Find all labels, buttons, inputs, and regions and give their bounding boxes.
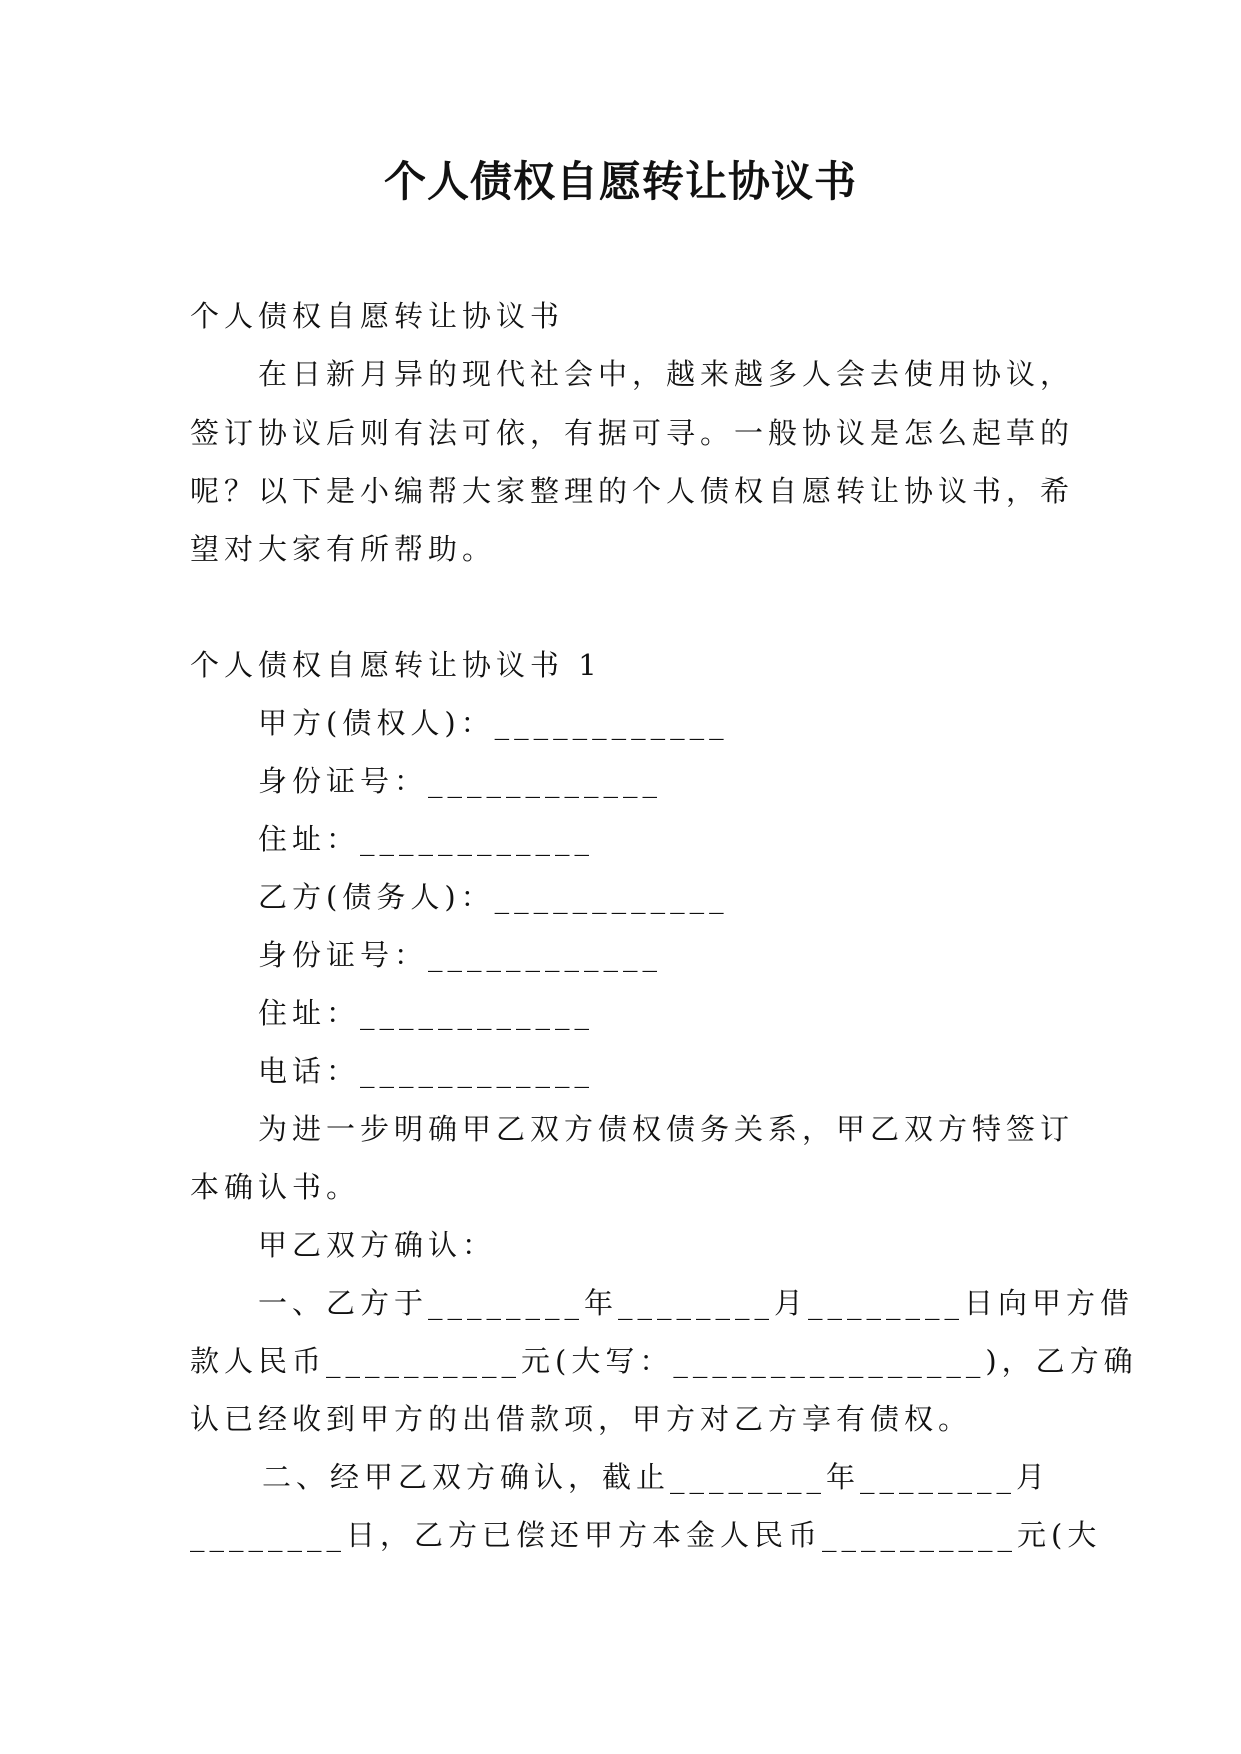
- intro-paragraph-line-2: 签订协议后则有法可依，有据可寻。一般协议是怎么起草的: [190, 416, 1075, 450]
- clause-1-line-1: 一、乙方于________年________月________日向甲方借: [258, 1286, 1135, 1320]
- clause-2-line-2: ________日，乙方已偿还甲方本金人民币__________元(大: [190, 1518, 1102, 1552]
- purpose-paragraph-line-1: 为进一步明确甲乙双方债权债务关系，甲乙双方特签订: [258, 1112, 1075, 1146]
- clause-2-line-1: 二、经甲乙双方确认，截止________年________月: [262, 1460, 1051, 1494]
- party-b-id-field: 身份证号：____________: [258, 938, 663, 972]
- party-a-id-field: 身份证号：____________: [258, 764, 663, 798]
- agreement-1-heading: 个人债权自愿转让协议书 1: [190, 648, 602, 682]
- intro-paragraph-line-1: 在日新月异的现代社会中，越来越多人会去使用协议，: [258, 357, 1075, 391]
- party-a-name-field: 甲方(债权人)：____________: [258, 706, 729, 740]
- clause-1-line-2: 款人民币__________元(大写：________________)，乙方确: [190, 1344, 1138, 1378]
- party-b-phone-field: 电话：____________: [258, 1054, 595, 1088]
- party-a-address-field: 住址：____________: [258, 822, 595, 856]
- party-b-name-field: 乙方(债务人)：____________: [258, 880, 729, 914]
- purpose-paragraph-line-2: 本确认书。: [190, 1170, 361, 1204]
- document-title: 个人债权自愿转让协议书: [383, 157, 857, 206]
- party-b-address-field: 住址：____________: [258, 996, 595, 1030]
- clause-1-line-3: 认已经收到甲方的出借款项，甲方对乙方享有债权。: [190, 1402, 973, 1436]
- intro-paragraph-line-3: 呢？以下是小编帮大家整理的个人债权自愿转让协议书，希: [190, 474, 1075, 508]
- intro-heading: 个人债权自愿转让协议书: [190, 299, 565, 333]
- intro-paragraph-line-4: 望对大家有所帮助。: [190, 532, 497, 566]
- confirmation-heading: 甲乙双方确认：: [258, 1228, 497, 1262]
